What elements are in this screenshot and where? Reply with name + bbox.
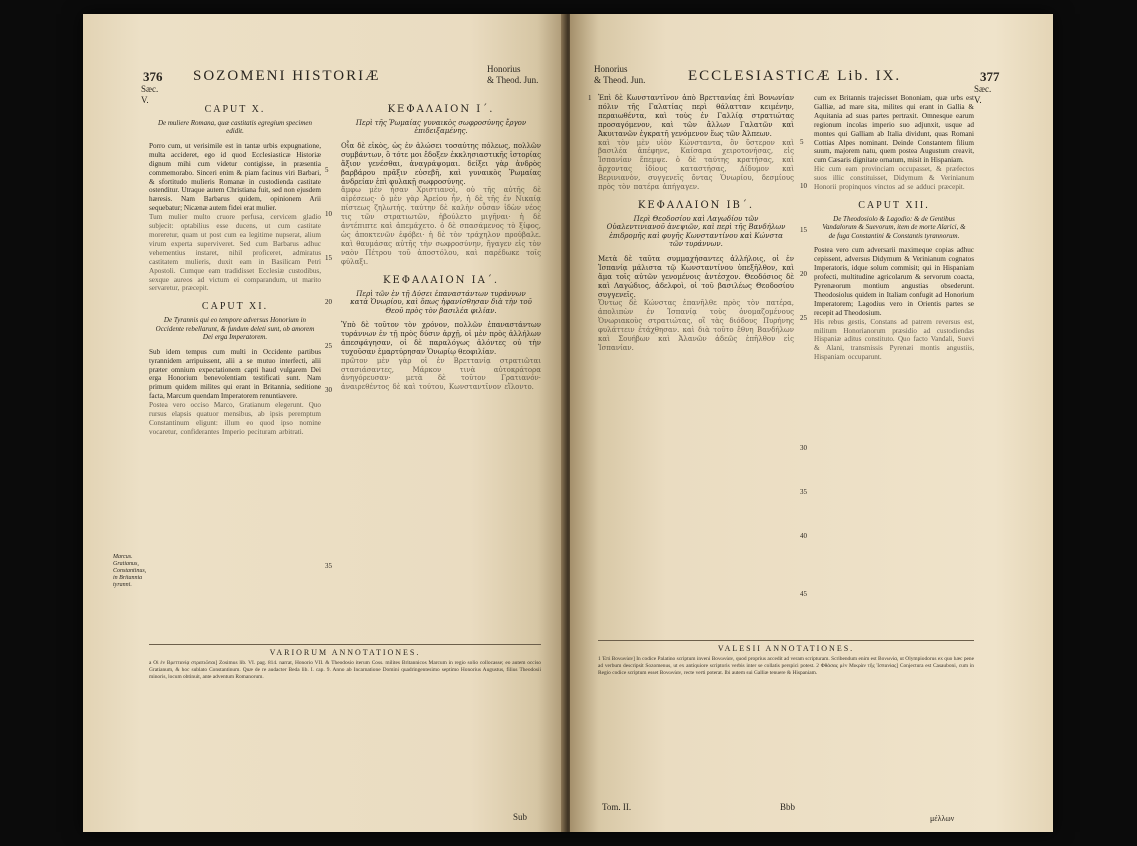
right-greek-continuation: καὶ τὸν μὲν υἱὸν Κώνσταντα, ὃν ὕστερον καὶ βασιλέα ἀπέφηνε, Καίσαρα χειροτονήσας, εἰς Ἱσπανίαν ἔπεμψε. ὁ δὲ ταύτης κρατήσας, καὶ ἄρχοντας ἰδίους καταστήσας, Δίδυμον καὶ Βερινιανὸν, συγγενεῖς ὄντας Ὁνωρίου, δεσμίους πρὸς τὸν πατέρα ἀπήγαγεν. bbox=[598, 138, 794, 192]
left-notes: a Οἱ ἐν Βρεττανίᾳ στρατιῶται] Zosimus lib. VI. pag. 814. narrat, Honorio VII. & Theodosio iterum Coss. milites Britannicos Marcum in regio solio collocasse; eo autem occiso Gratianum, & hoc sublato Constantinum. Quæ de re audacter Beda lib. I. cap. 9. Anno ab Incarnatione Domini quadringentesimo septimo Honorius Augustus, filius Theodosii minoris, locum obtinuit, ante adventum Romanorum. bbox=[149, 660, 541, 680]
signature-mark: Bbb bbox=[780, 802, 796, 812]
left-line-number: 35 bbox=[325, 562, 332, 570]
right-page-number: 377 bbox=[980, 69, 1000, 84]
left-greek-column bbox=[341, 100, 541, 660]
chapter-xi-latin-text: Sub idem tempus cum multi in Occidente partibus tyrannidem arripuissent, alii a se mutuo interfecti, alii præter omnium expectationem capti haud vulgarem Dei erga Honorium benevolentiam testificati sunt. Nam primum quidem milites qui erant in Britannia, seditione facta, Marcum quendam Imperatorem renuntiavere. bbox=[149, 347, 321, 401]
chapter-xii-latin-text: Postea vero cum adversarii maximeque copias adhuc cepissent, adversus Didymum & Verinianum cognatos Imperatoris, idque solum commisit; qui in Hispaniam profecti, multitudine agricolarum & servorum coacta, Pyrenæorum montium angustias obsederunt. Theodosiolus quidem in Italiam confugit ad Honorium Imperatorem; Lagodius vero in Orientis partes se recepit ad Theodosium. bbox=[814, 246, 974, 317]
left-notes-heading: VARIORUM ANNOTATIONES. bbox=[269, 648, 421, 657]
chapter-xi-summary-latin: De Tyrannis qui eo tempore adversus Honorium in Occidente rebellarunt, & fundum deleti sunt, ob amorem Dei erga Imperatorem. bbox=[155, 316, 315, 342]
right-line-number: 30 bbox=[800, 444, 807, 452]
left-line-number: 30 bbox=[325, 386, 332, 394]
saec-label: Sæc. bbox=[974, 84, 992, 94]
right-header-left bbox=[594, 64, 645, 86]
right-saec bbox=[974, 84, 991, 106]
latin-continuation: Tum mulier multo cruore perfusa, cervicem gladio subjecit: optabilius esse ducens, ut cum castitate moreretur, quam ut post cum ea legitime nupserat, alium virum experta superviveret. Sed cum Barbarus adhuc vehementius instaret, nihil proficeret, admiratus castitatem mulieris, duxit eam in Basilicam Petri Apostoli. Cumque eam tradidisset Ecclesiæ custodibus, sexque aureos ad victum ei comparandum, ut marito servaretur, præcepit. bbox=[149, 213, 321, 293]
chapter-x-summary-greek: Περὶ τῆς Ῥωμαίας γυναικὸς σωφροσύνης ἔργον ἐπιδειξαμένης. bbox=[355, 118, 527, 136]
chapter-xii-title-greek: ΚΕΦΑΛΑΙΟΝ ΙΒ΄. bbox=[637, 199, 755, 211]
right-notes: 1 Ἐπὶ Βονωνίαν] In codice Palatino scriptum inveni Βονωνίαν, quod proprius accedit ad veram scripturam. Scribendum enim est Βονωνία, ut Olympiodorus ex quo hæc pene ad verbum descripsit Sozomenus, ut ex antiquiore scriptoris verbis inter se collatis perspici potest. 2 Φθάσας μὲν Μικρὰν τῆς Ἰσπανίας] Conjectura est Casauboni, cum in Regio codice scriptum esset Βονωνίαν, recte verti poterat. Ibi autem sui Galliæ tenuere & Hispaniam. bbox=[598, 656, 974, 676]
chapter-xii-summary-greek: Περὶ Θεοδοσίου καὶ Λαγωδίου τῶν Οὐαλεντινιανοῦ ἀνεψιῶν, καὶ περὶ τῆς Βανδήλων ἐπιδρομῆς καὶ φυγῆς Κωνσταντίνου καὶ Κώνστα τῶν τυράννων. bbox=[606, 214, 786, 249]
header-theod: & Theod. Jun. bbox=[594, 75, 646, 85]
chapter-xii-title-latin: CAPUT XII. bbox=[858, 199, 930, 211]
left-line-number: 20 bbox=[325, 298, 332, 306]
left-running-head: SOZOMENI HISTORIÆ bbox=[193, 68, 381, 84]
right-latin-continuation-2: His rebus gestis, Constans ad patrem reversus est, militum Honorianorum præsidio ad custodiendas Hispaniæ aditus constituto. Quo facto Vandali, Suevi & Alani, transmissis Pyrenæi montis angustiis, Hispaniam occuparunt. bbox=[814, 317, 974, 362]
right-latin-continuation: Hic cum eam provinciam occupasset, & præfectos suos illic constituisset, Didymum & Verinianum Honorii propinquos vinctos ad se adduci præcepit. bbox=[814, 165, 974, 192]
left-page-number: 376 bbox=[143, 69, 163, 84]
right-notes-heading: VALESII ANNOTATIONES. bbox=[717, 644, 855, 653]
right-running-head: ECCLESIASTICÆ Lib. IX. bbox=[688, 68, 902, 84]
left-notes-rule bbox=[149, 644, 541, 645]
right-line-number: 40 bbox=[800, 532, 807, 540]
greek-continuation: ἄμφω μὲν ἦσαν Χριστιανοὶ, οὐ τῆς αὐτῆς δὲ αἱρέσεως· ὁ μὲν γὰρ Ἀρείου ἦν, ἡ δὲ τῆς ἐν Νικαίᾳ πίστεως ζηλωτής. ταύτην δὲ καλὴν οὖσαν ἰδὼν νέος τις τῶν στρατιωτῶν, ἠβούλετο μιγῆναι· ἡ δὲ ἀντέπιπτε καὶ ἀπεμάχετο. ὁ δὲ σπασάμενος τὸ ξίφος, ὡς ἀποκτενῶν ἐφόβει· ἡ δὲ τὸν τράχηλον προύβαλε. καὶ θαυμάσας αὐτῆς τὴν σωφροσύνην, ἤγαγεν εἰς τὸν ναὸν Πέτρου τοῦ ἀποστόλου, καὶ παρέδωκε τοῖς φύλαξι. bbox=[341, 186, 541, 266]
chapter-x-summary-latin: De muliere Romana, quæ castitatis egregium specimen edidit. bbox=[157, 118, 313, 136]
right-line-number: 25 bbox=[800, 314, 807, 322]
left-line-number: 10 bbox=[325, 210, 332, 218]
greek-continuation-2: πρῶτον μὲν γὰρ οἱ ἐν Βρεττανίᾳ στρατιῶται στασιάσαντες, Μάρκον τινὰ αὐτοκράτορα ἀνηγόρευσαν· μετὰ δὲ τοῦτον Γρατιανόν· ἀναιρεθέντος δὲ καὶ τούτου, Κωνσταντῖνον εἵλοντο. bbox=[341, 356, 541, 392]
left-line-number: 5 bbox=[325, 166, 329, 174]
chapter-x-title-latin: CAPUT X. bbox=[204, 104, 266, 115]
right-line-number: 1 bbox=[588, 94, 592, 102]
left-page bbox=[83, 14, 566, 832]
chapter-x-greek-text: Οἷα δὲ εἰκὸς, ὡς ἐν ἁλώσει τοσαύτης πόλεως, πολλῶν συμβάντων, ὃ τότε μοι ἔδοξεν ἐκκλησιαστικῆς ἱστορίας ἄξιον γενέσθαι, ἀναγράψομαι. δείξει γὰρ ἀνδρὸς βαρβάρου πρᾶξιν εὐσεβῆ, καὶ γυναικὸς Ῥωμαίας ἀνδρείαν ἐπὶ φυλακῇ σωφροσύνης. bbox=[341, 141, 541, 186]
saec-value: V. bbox=[974, 95, 982, 105]
header-honorius: Honorius bbox=[594, 64, 628, 74]
left-catchword: Sub bbox=[513, 812, 528, 822]
tome-label: Tom. II. bbox=[602, 802, 632, 812]
left-margin-note: Marcus. Gratianus, Constantinus, in Britannia tyranni. bbox=[113, 554, 147, 588]
right-line-number: 10 bbox=[800, 182, 807, 190]
right-line-number: 45 bbox=[800, 590, 807, 598]
left-line-number: 15 bbox=[325, 254, 332, 262]
chapter-xii-greek-text: Μετὰ δὲ ταῦτα συμμαχήσαντες ἀλλήλοις, οἱ ἐν Ἱσπανίᾳ μάλιστα τῷ Κωνσταντίνου ὑπεξῆλθον, καὶ ἅμα τοῖς αὐτῶν γενομένοις ἀντέσχον. Θεοδόσιος δὲ καὶ Λαγώδιος, ἀδελφοὶ, οἱ τοῦ βασιλέως Θεοδοσίου συγγενεῖς. bbox=[598, 254, 794, 299]
right-line-number: 5 bbox=[800, 138, 804, 146]
right-notes-rule bbox=[598, 640, 974, 641]
chapter-x-title-greek: ΚΕΦΑΛΑΙΟΝ Ι΄. bbox=[387, 104, 495, 115]
saec-label: Sæc. bbox=[141, 84, 159, 94]
chapter-xii-summary-latin: De Theodosiolo & Lagodio: & de Gentibus Vandalorum & Suevorum, item de morte Alarici, & de fuga Constantini & Constantis tyrannorum. bbox=[822, 214, 966, 240]
right-greek-column bbox=[598, 94, 794, 644]
right-line-number: 15 bbox=[800, 226, 807, 234]
right-catchword: μέλλων bbox=[930, 814, 955, 823]
top-greek-text: Ἐπὶ δὲ Κωνσταντῖνον ἀπὸ Βρεττανίας ἐπὶ Βονωνίαν πόλιν τῆς Γαλατίας περὶ θάλατταν κειμένην, περαιωθέντα, καὶ τοὺς ἐν Γαλλίᾳ στρατιώτας προσαγόμενον, καὶ τῶν ἄλλων Γαλατῶν καὶ Ἀκυιτανῶν ἐγκρατῆ γενόμενον ἕως τῶν Ἀλπεων. bbox=[598, 94, 794, 138]
header-honorius: Honorius bbox=[487, 64, 521, 74]
latin-continuation-2: Postea vero occiso Marco, Gratianum elegerunt. Quo rursus elapsis quatuor mensibus, ab ipsis peremptum Constantinum eligunt: illum eo quod ipso nomine vocaretur, confiderantes Imperio pecituram arbitrati. bbox=[149, 401, 321, 436]
chapter-xi-summary-greek: Περὶ τῶν ἐν τῇ Δύσει ἐπαναστάντων τυράννων κατὰ Ὁνωρίου, καὶ ὅπως ἠφανίσθησαν διὰ τὴν τοῦ Θεοῦ πρὸς τὸν βασιλέα φιλίαν. bbox=[350, 289, 532, 315]
chapter-x-latin-text: Porro cum, ut verisimile est in tantæ urbis expugnatione, multa accideret, ego id quod Ecclesiasticæ Historiæ dignum mihi cum videtur contigisse, in præsentia commemorabo. Sinceri enim & piam facinus viri Barbari, & sfortitudo mulieris Romanæ in custodienda castitate ostenditur. Utraque autem Christiana fuit, sed non ejusdem hæresis. Nam Barbarus quidem, opinionem Arii sequebatur; Nicænæ autem fidei erat mulier. bbox=[149, 141, 321, 213]
right-latin-column bbox=[814, 94, 974, 644]
book-spread bbox=[83, 14, 1053, 832]
right-page bbox=[570, 14, 1053, 832]
top-latin-text: cum ex Britannis trajecisset Bononiam, quæ urbs est Galliæ, ad mare sita, milites qui erant in Gallia & Aquitania ad suas partes pertraxit. Omnesque earum regionum incolas imperio suo adjunxit, usque ad montes qui Galliam ab Italia dividunt, quas Romani Cottias Alpes nominant. Deinde Constantem filium suum, majorem natu, quem postea Augustum creavit, cum Cæsaris dignitate ornatum, misit in Hispaniam. bbox=[814, 94, 974, 165]
chapter-xi-title-latin: CAPUT XI. bbox=[201, 301, 269, 313]
right-line-number: 20 bbox=[800, 270, 807, 278]
chapter-xi-title-greek: ΚΕΦΑΛΑΙΟΝ ΙΑ΄. bbox=[382, 274, 500, 286]
chapter-xi-greek-text: Ὑπὸ δὲ τοῦτον τὸν χρόνον, πολλῶν ἐπαναστάντων τυράννων ἐν τῇ πρὸς δύσιν ἀρχῇ, οἱ μὲν πρὸς ἀλλήλων ἀπεσφάγησαν, οἱ δὲ παραλόγως ἁλόντες οὐ τὴν τυχοῦσαν ἐμαρτύρησαν Ὁνωρίῳ θεοφιλίαν. bbox=[341, 321, 541, 356]
left-latin-column bbox=[149, 100, 321, 660]
right-line-number: 35 bbox=[800, 488, 807, 496]
left-header-right bbox=[487, 64, 538, 86]
right-greek-continuation-2: Ὄντως δὲ Κώνστας ἐπανῆλθε πρὸς τὸν πατέρα, ἀπολιπὼν ἐν Ἱσπανίᾳ τοὺς ὀνομαζομένους Ὁνωριακοὺς στρατιώτας, οἳ τὰς διόδους Πυρήνης φυλάττειν ἐτάχθησαν. καὶ διὰ τοῦτο ἔθνη Βανδήλων καὶ Σουήβων καὶ Ἀλανῶν ἀδεῶς ἐπῆλθον εἰς Ἱσπανίαν. bbox=[598, 299, 794, 352]
left-line-number: 25 bbox=[325, 342, 332, 350]
saec-value: V. bbox=[141, 95, 149, 105]
header-theod: & Theod. Jun. bbox=[487, 75, 539, 85]
